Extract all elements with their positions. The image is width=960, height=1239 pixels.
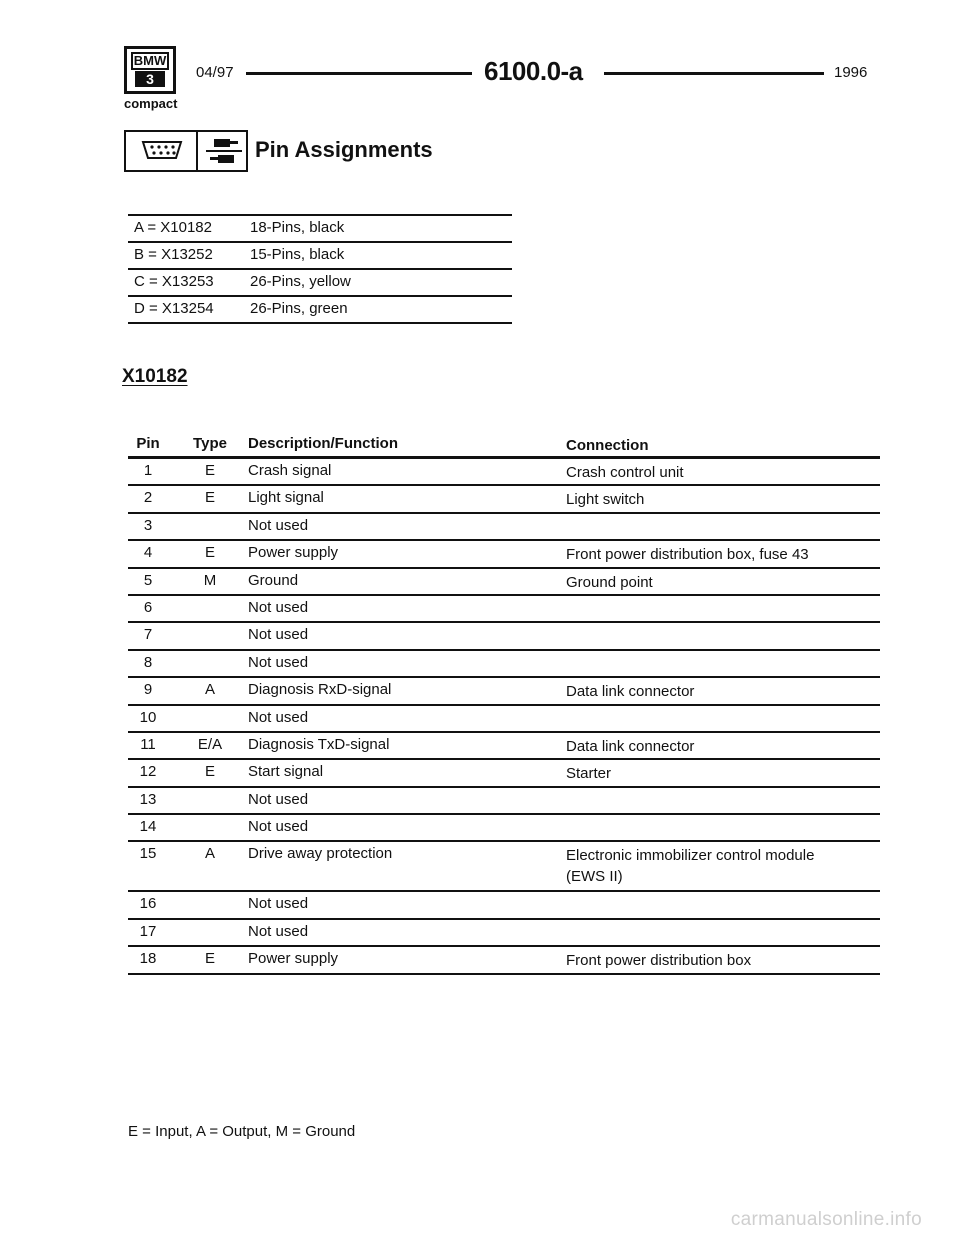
- table-row: [128, 945, 880, 974]
- pin-connection-line: Electronic immobilizer control module: [566, 847, 815, 865]
- watermark: carmanualsonline.info: [730, 1209, 922, 1230]
- header-rule-right: [604, 72, 824, 75]
- pin-description: Not used: [248, 895, 309, 913]
- pin-type: E: [204, 462, 215, 479]
- connector-row: [128, 214, 512, 241]
- pin-type: A: [204, 681, 215, 699]
- pin-connection: [566, 489, 866, 510]
- pin-number: 4: [143, 544, 153, 562]
- pin-description: Not used: [248, 653, 309, 671]
- pin-number: 8: [143, 653, 153, 671]
- pin-connection-line: (EWS II): [566, 868, 623, 886]
- table-row: [128, 456, 880, 484]
- document-number: 6100.0-a: [484, 56, 583, 86]
- pin-connection-line: Data link connector: [566, 683, 695, 701]
- pin-number: 15: [139, 845, 157, 863]
- pin-connection: [566, 763, 866, 784]
- pin-number: 5: [143, 571, 153, 589]
- pin-connection: [566, 462, 866, 483]
- pin-number: 7: [143, 626, 153, 644]
- pin-connection-line: Data link connector: [566, 737, 695, 755]
- pin-description: Diagnosis RxD-signal: [248, 681, 392, 699]
- connector-pins-icon: [140, 140, 184, 160]
- pin-description: Diagnosis TxD-signal: [248, 735, 390, 753]
- plug-icon: [206, 136, 242, 166]
- table-row: [128, 786, 880, 813]
- header-connection: Connection: [566, 437, 649, 454]
- pin-number: 6: [143, 598, 153, 616]
- header-type: Type: [193, 435, 227, 452]
- pin-type: E/A: [197, 735, 223, 753]
- pin-table: [128, 434, 880, 975]
- table-row: [128, 840, 880, 890]
- pin-number: 1: [143, 462, 153, 479]
- pin-number: 12: [139, 763, 157, 781]
- connector-name: C = X13253: [134, 273, 214, 290]
- pin-connection: [566, 736, 866, 757]
- table-row: [128, 758, 880, 785]
- pin-description: Not used: [248, 922, 309, 940]
- pin-table-header: [128, 434, 880, 456]
- table-row: [128, 890, 880, 917]
- pin-number: 13: [139, 790, 157, 808]
- connector-list: [128, 214, 512, 324]
- pin-connection-line: Ground point: [566, 573, 653, 591]
- pin-number: 3: [143, 516, 153, 534]
- table-row: [128, 539, 880, 566]
- pin-type: E: [204, 763, 215, 781]
- pin-connection-line: Light switch: [566, 491, 645, 509]
- connector-desc: 15-Pins, black: [250, 246, 345, 263]
- pin-description: Crash signal: [248, 462, 332, 479]
- pin-connection: [566, 681, 866, 702]
- table-row: [128, 676, 880, 703]
- pin-number: 18: [139, 950, 157, 968]
- pin-number: 10: [139, 708, 157, 726]
- pin-description: Not used: [248, 516, 309, 534]
- pin-description: Not used: [248, 626, 309, 644]
- logo-brand-text: BMW: [131, 52, 169, 70]
- pin-number: 17: [139, 922, 157, 940]
- table-row: [128, 567, 880, 594]
- pin-type: M: [203, 571, 217, 589]
- pin-type: A: [204, 845, 215, 863]
- connector-row: [128, 295, 512, 324]
- pin-connection: [566, 572, 866, 593]
- connector-desc: 26-Pins, green: [250, 300, 348, 317]
- header-description: Description/Function: [248, 435, 398, 452]
- pin-description: Not used: [248, 790, 309, 808]
- connector-name: D = X13254: [134, 300, 214, 317]
- table-row: [128, 621, 880, 648]
- pin-connection-line: Crash control unit: [566, 464, 684, 481]
- connector-icon-box: [124, 130, 248, 172]
- connector-desc: 18-Pins, black: [250, 219, 345, 236]
- pin-type: E: [204, 489, 215, 507]
- icon-divider: [196, 132, 198, 170]
- logo-model-text: 3: [135, 71, 165, 87]
- header-pin: Pin: [136, 435, 160, 452]
- pin-number: 16: [139, 895, 157, 913]
- pin-type: E: [204, 544, 215, 562]
- table-row: [128, 813, 880, 840]
- pin-description: Drive away protection: [248, 845, 393, 863]
- table-row: [128, 484, 880, 511]
- logo-subtitle: compact: [124, 96, 178, 111]
- pin-description: Start signal: [248, 763, 324, 781]
- pin-description: Light signal: [248, 489, 324, 507]
- pin-connection: [566, 544, 866, 565]
- pin-connection-line: Front power distribution box: [566, 952, 752, 970]
- header-date: 04/97: [196, 64, 234, 81]
- connector-heading: X10182: [122, 366, 188, 387]
- pin-connection-line: Starter: [566, 765, 612, 783]
- page-title: Pin Assignments: [255, 137, 433, 162]
- pin-description: Not used: [248, 598, 309, 616]
- header-rule-left: [246, 72, 472, 75]
- connector-desc: 26-Pins, yellow: [250, 273, 351, 290]
- table-row: [128, 594, 880, 621]
- connector-row: [128, 241, 512, 268]
- type-legend: E = Input, A = Output, M = Ground: [128, 1123, 356, 1140]
- connector-name: A = X10182: [134, 219, 212, 236]
- pin-description: Not used: [248, 708, 309, 726]
- pin-type: E: [204, 950, 215, 968]
- pin-description: Power supply: [248, 544, 339, 562]
- pin-description: Ground: [248, 571, 299, 589]
- pin-description: Power supply: [248, 950, 339, 968]
- header-year: 1996: [834, 64, 868, 81]
- table-row: [128, 918, 880, 945]
- table-row: [128, 512, 880, 539]
- pin-connection: [566, 950, 866, 971]
- connector-row: [128, 268, 512, 295]
- table-row: [128, 704, 880, 731]
- connector-name: B = X13252: [134, 246, 213, 263]
- pin-number: 11: [140, 735, 156, 753]
- pin-table-body: [128, 456, 880, 975]
- pin-number: 14: [139, 818, 157, 836]
- pin-number: 9: [143, 681, 153, 699]
- pin-number: 2: [143, 489, 153, 507]
- bmw-3-series-logo: [124, 46, 176, 94]
- pin-connection-line: Front power distribution box, fuse 43: [566, 546, 809, 564]
- table-row: [128, 649, 880, 676]
- pin-connection: [566, 845, 866, 887]
- pin-description: Not used: [248, 818, 309, 836]
- table-row: [128, 731, 880, 758]
